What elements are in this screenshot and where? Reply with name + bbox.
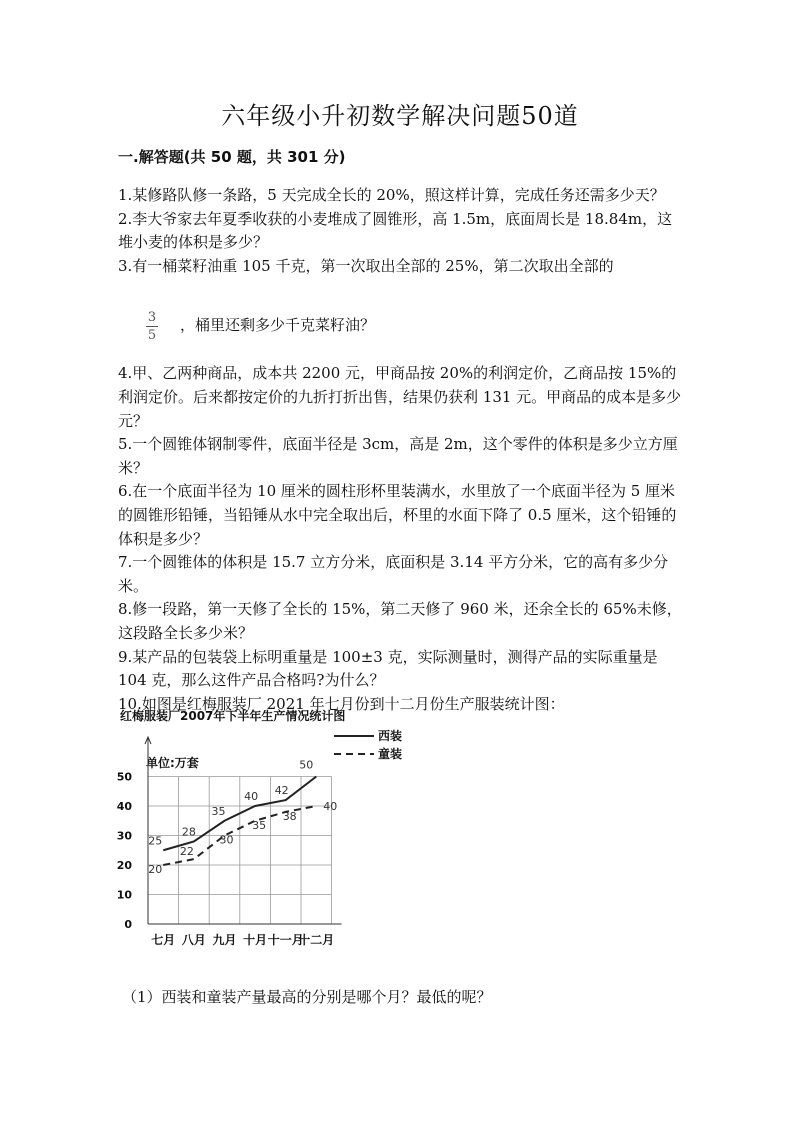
data-label: 20 bbox=[148, 863, 163, 876]
fraction-numerator: 3 bbox=[147, 310, 157, 326]
data-label: 22 bbox=[179, 845, 194, 859]
data-label: 40 bbox=[244, 790, 259, 803]
x-tick-label: 十一月 bbox=[267, 933, 304, 947]
chart-title: 红梅服装厂2007年下半年生产情况统计图 bbox=[120, 709, 346, 723]
fraction-three-fifths bbox=[146, 310, 158, 343]
section-heading: 一.解答题(共 50 题，共 301 分) bbox=[118, 148, 346, 166]
subquestion-1: （1）西装和童装产量最高的分别是哪个月？最低的呢？ bbox=[122, 988, 492, 1006]
y-tick-label: 40 bbox=[116, 800, 132, 813]
chart-ticks bbox=[116, 770, 338, 948]
data-label: 50 bbox=[299, 758, 314, 772]
question-8: 8.修一段路，第一天修了全长的 15%，第二天修了 960 米，还余全长的 65%未修，这段路全长多少米？ bbox=[118, 600, 682, 642]
y-tick-label: 0 bbox=[124, 918, 132, 931]
question-10: 10.如图是红梅服装厂 2021 年七月份到十二月份生产服装统计图： bbox=[118, 694, 565, 713]
chart-unit-label: 单位:万套 bbox=[146, 756, 199, 770]
question-list bbox=[118, 184, 684, 716]
y-tick-label: 10 bbox=[116, 888, 132, 902]
question-9: 9.某产品的包装袋上标明重量是 100±3 克，实际测量时，测得产品的实际重量是 104 克，那么这件产品合格吗?为什么？ bbox=[118, 647, 658, 690]
data-label: 35 bbox=[252, 818, 267, 832]
data-label: 28 bbox=[181, 825, 196, 839]
data-label: 25 bbox=[148, 834, 163, 848]
data-label: 35 bbox=[211, 804, 226, 818]
question-3-rest: ，桶里还剩多少千克菜籽油？ bbox=[180, 316, 376, 335]
question-1: 1.某修路队修一条路，5 天完成全长的 20%，照这样计算，完成任务还需多少天？ bbox=[118, 186, 665, 204]
y-tick-label: 50 bbox=[116, 770, 132, 784]
data-label: 38 bbox=[282, 809, 297, 823]
chart-grid bbox=[148, 777, 332, 925]
question-3-fraction-line bbox=[118, 278, 684, 362]
question-5: 5.一个圆锥体钢制零件，底面半径是 3cm，高是 2m，这个零件的体积是多少立方厘米？ bbox=[118, 435, 678, 477]
data-label: 30 bbox=[219, 833, 234, 847]
production-line-chart bbox=[112, 700, 402, 960]
x-tick-label: 十二月 bbox=[298, 933, 335, 947]
question-2: 2.李大爷家去年夏季收获的小麦堆成了圆锥形，高 1.5m，底面周长是 18.84m，这堆小麦的体积是多少？ bbox=[118, 209, 673, 252]
document-title: 六年级小升初数学解决问题50道 bbox=[221, 102, 579, 130]
x-tick-label: 九月 bbox=[212, 933, 237, 947]
data-label: 40 bbox=[323, 800, 338, 813]
chart-legend bbox=[334, 728, 402, 761]
question-7: 7.一个圆锥体的体积是 15.7 立方分米，底面积是 3.14 平方分米，它的高有多少分米。 bbox=[118, 553, 669, 595]
question-4: 4.甲、乙两种商品，成本共 2200 元，甲商品按 20%的利润定价，乙商品按 15%的利润定价。后来都按定价的九折打折出售，结果仍获利 131 元。甲商品的成本是多少元？ bbox=[118, 364, 682, 430]
question-6: 6.在一个底面半径为 10 厘米的圆柱形杯里装满水，水里放了一个底面半径为 5 厘米的圆锥形铅锤，当铅锤从水中完全取出后，杯里的水面下降了 0.5 厘米，这个铅锤的体积是多少？ bbox=[118, 482, 677, 548]
legend-label: 童装 bbox=[378, 747, 402, 761]
y-tick-label: 30 bbox=[116, 829, 132, 843]
data-label: 42 bbox=[274, 784, 289, 798]
legend-label: 西装 bbox=[378, 729, 402, 743]
x-tick-label: 十月 bbox=[243, 933, 268, 947]
x-tick-label: 八月 bbox=[181, 933, 206, 947]
fraction-denominator: 5 bbox=[147, 328, 157, 344]
x-tick-label: 七月 bbox=[151, 933, 176, 947]
question-3: 3.有一桶菜籽油重 105 千克，第一次取出全部的 25%，第二次取出全部的 bbox=[118, 256, 614, 275]
y-tick-label: 20 bbox=[116, 859, 132, 872]
